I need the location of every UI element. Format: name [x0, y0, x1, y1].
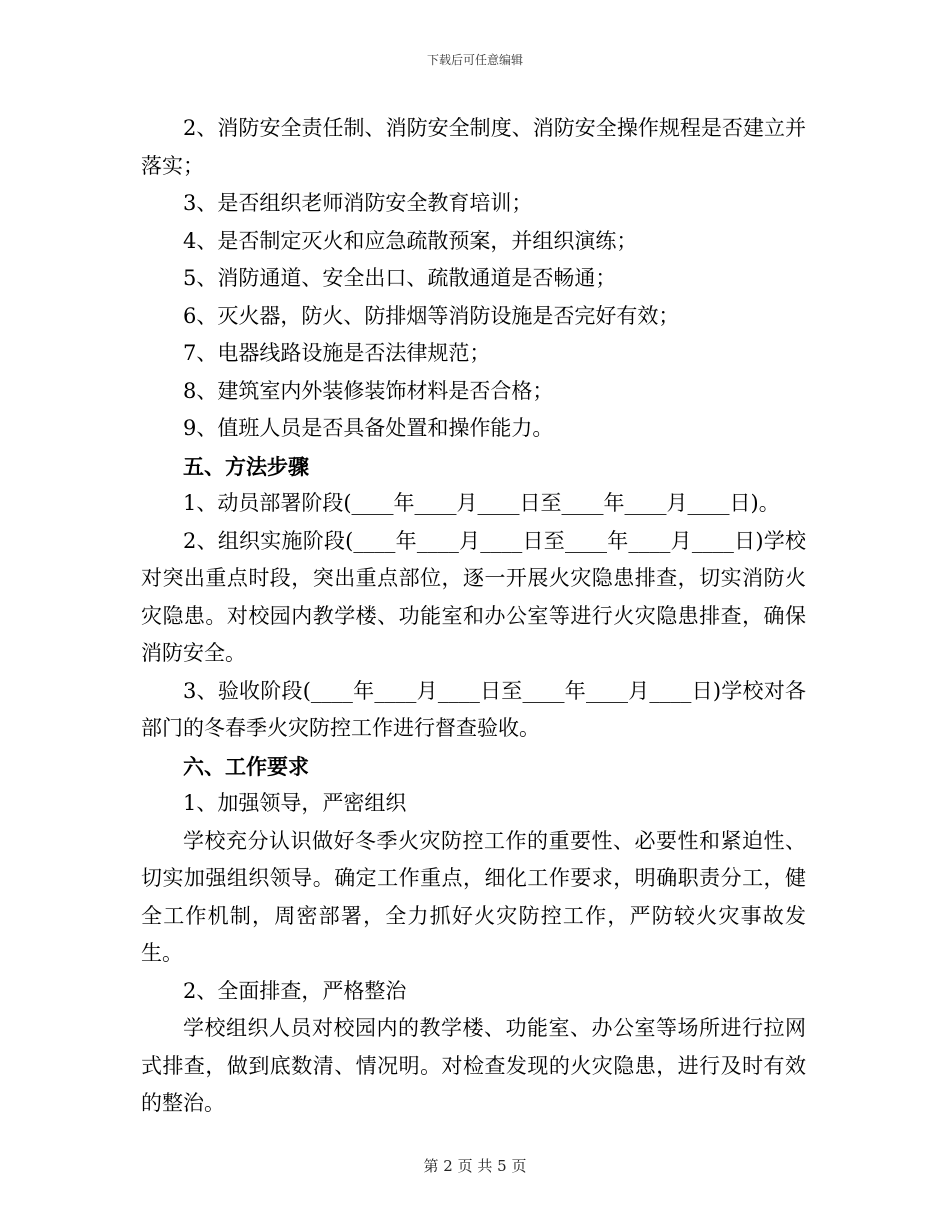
- list-item: 9、值班人员是否具备处置和操作能力。: [183, 416, 554, 440]
- document-body: [141, 110, 806, 1123]
- page-header: 下载后可任意编辑: [426, 53, 523, 67]
- body-paragraph: 学校充分认识做好冬季火灾防控工作的重要性、必要性和紧迫性、切实加强组织领导。确定工作重点，细化工作要求，明确职责分工，健全工作机制，周密部署，全力抓好火灾防控工作，严防较火灾事故发生。: [141, 828, 806, 965]
- list-item: 8、建筑室内外装修装饰材料是否合格；: [183, 378, 554, 403]
- list-item: 7、电器线路设施是否法律规范；: [183, 341, 491, 365]
- list-item: 3、是否组织老师消防安全教育培训；: [183, 191, 533, 215]
- list-item: 6、灭火器，防火、防排烟等消防设施是否完好有效；: [183, 303, 680, 328]
- page-number: 第 2 页 共 5 页: [423, 1157, 527, 1175]
- subsection-title: 2、全面排查，严格整治: [183, 978, 407, 1003]
- list-item: 3、验收阶段(____年____月____日至____年____月____日)学校对各部门的冬春季火灾防控工作进行督查验收。: [141, 678, 806, 740]
- list-item: 4、是否制定灭火和应急疏散预案，并组织演练；: [183, 228, 638, 253]
- list-item: 2、消防安全责任制、消防安全制度、消防安全操作规程是否建立并落实；: [141, 116, 806, 178]
- section-heading: 五、方法步骤: [183, 453, 309, 479]
- body-paragraph: 学校组织人员对校园内的教学楼、功能室、办公室等场所进行拉网式排查，做到底数清、情况明。对检查发现的火灾隐患，进行及时有效的整治。: [141, 1016, 806, 1115]
- section-heading: 六、工作要求: [183, 753, 309, 779]
- subsection-title: 1、加强领导，严密组织: [183, 791, 407, 815]
- list-item: 5、消防通道、安全出口、疏散通道是否畅通；: [183, 266, 617, 290]
- list-item: 1、动员部署阶段(____年____月____日至____年____月____日)。: [183, 491, 780, 515]
- list-item: 2、组织实施阶段(____年____月____日至____年____月____日)学校对突出重点时段，突出重点部位，逐一开展火灾隐患排查，切实消防火灾隐患。对校园内教学楼、功能室和办公室等进行火灾隐患排查，确保消防安全。: [141, 528, 806, 665]
